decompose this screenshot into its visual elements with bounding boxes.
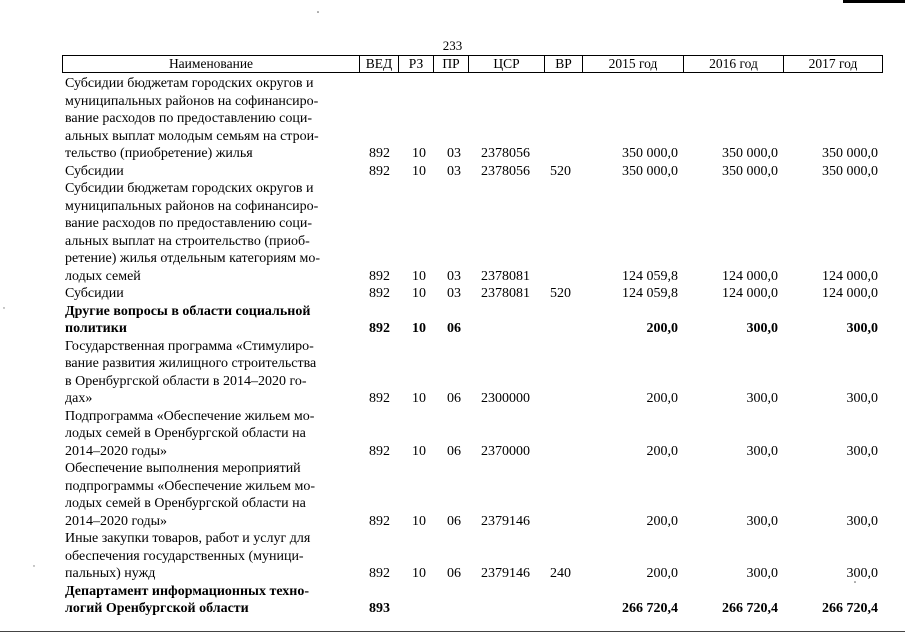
row-name-line: лодых семей в Оренбургской области на xyxy=(65,496,306,511)
cell-y2015: 200,0 xyxy=(646,443,678,459)
cell-y2015: 200,0 xyxy=(646,513,678,529)
cell-csr: 2378081 xyxy=(481,286,530,301)
row-name-line: Подпрограмма «Обеспечение жильем мо- xyxy=(65,408,315,424)
cell-pr: 03 xyxy=(447,268,461,284)
cell-csr: 2378056 xyxy=(481,163,530,179)
table-row xyxy=(0,75,905,163)
row-name-line: пальных) нужд xyxy=(65,566,156,581)
table-row xyxy=(0,338,905,408)
cell-y2016: 300,0 xyxy=(746,443,778,459)
cell-ved: 892 xyxy=(369,443,390,459)
cell-y2016: 124 000,0 xyxy=(722,286,778,301)
row-name xyxy=(65,338,365,408)
row-name xyxy=(65,163,365,181)
cell-y2015: 200,0 xyxy=(646,566,678,581)
cell-y2017: 350 000,0 xyxy=(822,163,878,179)
table-row xyxy=(0,583,905,618)
cell-rz: 10 xyxy=(412,391,426,406)
cell-y2017: 300,0 xyxy=(846,391,878,406)
cell-rz: 10 xyxy=(412,321,426,336)
cell-y2015: 350 000,0 xyxy=(622,146,678,161)
row-name-line: Субсидии xyxy=(65,163,124,179)
cell-vr: 240 xyxy=(550,566,571,581)
cell-y2016: 300,0 xyxy=(746,391,778,406)
row-name-line: 2014–2020 годы» xyxy=(65,443,168,459)
cell-y2016: 300,0 xyxy=(746,566,778,581)
cell-rz: 10 xyxy=(412,566,426,581)
cell-pr: 06 xyxy=(447,321,461,336)
row-name-line: Департамент информационных техно- xyxy=(65,583,309,599)
table-header xyxy=(62,55,883,73)
page-bottom-edge xyxy=(0,631,905,632)
row-name-line: альных выплат молодым семьям на строи- xyxy=(65,128,319,144)
cell-rz: 10 xyxy=(412,286,426,301)
cell-ved: 892 xyxy=(369,268,390,284)
cell-y2015: 200,0 xyxy=(646,391,678,406)
cell-y2016: 350 000,0 xyxy=(722,163,778,179)
cell-y2015: 350 000,0 xyxy=(622,163,678,179)
cell-vr: 520 xyxy=(550,163,571,179)
cell-csr: 2379146 xyxy=(481,566,530,581)
row-name-line: вание развития жилищного строительства xyxy=(65,356,317,371)
row-name xyxy=(65,460,365,530)
table-row xyxy=(0,285,905,303)
header-csr: ЦСР xyxy=(468,56,544,72)
header-vr: ВР xyxy=(544,56,582,72)
row-name-line: Обеспечение выполнения мероприятий xyxy=(65,461,301,476)
row-name-line: 2014–2020 годы» xyxy=(65,513,168,529)
table-row xyxy=(0,408,905,461)
cell-pr: 06 xyxy=(447,391,461,406)
cell-y2015: 124 059,8 xyxy=(622,286,678,301)
row-name xyxy=(65,75,365,163)
row-name-line: Субсидии бюджетам городских округов и xyxy=(65,76,314,91)
cell-y2016: 350 000,0 xyxy=(722,146,778,161)
table-row xyxy=(0,530,905,583)
header-name: Наименование xyxy=(62,56,359,72)
row-name-line: политики xyxy=(65,321,127,336)
row-name-line: тельство (приобретение) жилья xyxy=(65,146,253,161)
cell-pr: 06 xyxy=(447,566,461,581)
cell-ved: 893 xyxy=(369,601,390,616)
cell-ved: 892 xyxy=(369,286,390,301)
row-name-line: Государственная программа «Стимулиро- xyxy=(65,338,314,354)
row-name xyxy=(65,303,365,338)
cell-pr: 06 xyxy=(447,443,461,459)
table-row xyxy=(0,303,905,338)
cell-y2017: 300,0 xyxy=(846,566,878,581)
cell-y2017: 350 000,0 xyxy=(822,146,878,161)
row-name-line: муниципальных районов на софинансиро- xyxy=(65,198,319,214)
cell-ved: 892 xyxy=(369,513,390,529)
row-name-line: альных выплат на строительство (приоб- xyxy=(65,233,310,249)
row-name-line: Иные закупки товаров, работ и услуг для xyxy=(65,531,311,546)
cell-csr: 2379146 xyxy=(481,513,530,529)
cell-ved: 892 xyxy=(369,566,390,581)
cell-y2017: 300,0 xyxy=(846,513,878,529)
page-number: 233 xyxy=(442,38,463,53)
row-name-line: дах» xyxy=(65,391,93,406)
row-name xyxy=(65,285,365,303)
cell-y2016: 300,0 xyxy=(746,321,778,336)
header-pr: ПР xyxy=(433,56,468,72)
table-row xyxy=(0,163,905,181)
row-name-line: вание расходов по предоставлению соци- xyxy=(65,216,313,231)
cell-rz: 10 xyxy=(412,146,426,161)
cell-csr: 2300000 xyxy=(481,391,530,406)
cell-csr: 2370000 xyxy=(481,443,530,459)
header-2016: 2016 год xyxy=(683,56,783,72)
table-row xyxy=(0,460,905,530)
cell-y2017: 300,0 xyxy=(846,443,878,459)
cell-rz: 10 xyxy=(412,513,426,529)
cell-y2015: 124 059,8 xyxy=(622,268,678,284)
cell-ved: 892 xyxy=(369,321,390,336)
cell-rz: 10 xyxy=(412,443,426,459)
row-name-line: Другие вопросы в области социальной xyxy=(65,303,311,319)
row-name-line: Субсидии бюджетам городских округов и xyxy=(65,181,314,196)
cell-y2016: 124 000,0 xyxy=(722,268,778,284)
cell-ved: 892 xyxy=(369,163,390,179)
cell-y2017: 124 000,0 xyxy=(822,268,878,284)
header-2015: 2015 год xyxy=(582,56,683,72)
cell-csr: 2378056 xyxy=(481,146,530,161)
row-name-line: подпрограммы «Обеспечение жильем мо- xyxy=(65,478,316,494)
header-rz: РЗ xyxy=(398,56,433,72)
row-name-line: в Оренбургской области в 2014–2020 го- xyxy=(65,373,307,389)
row-name xyxy=(65,530,365,583)
row-name xyxy=(65,583,365,618)
cell-y2015: 266 720,4 xyxy=(622,601,678,616)
cell-pr: 03 xyxy=(447,146,461,161)
cell-y2016: 266 720,4 xyxy=(722,601,778,616)
cell-y2017: 266 720,4 xyxy=(822,601,878,616)
cell-y2015: 200,0 xyxy=(646,321,678,336)
row-name-line: ретение) жилья отдельным категориям мо- xyxy=(65,251,321,266)
cell-rz: 10 xyxy=(412,163,426,179)
row-name-line: лодых семей в Оренбургской области на xyxy=(65,426,306,441)
cell-vr: 520 xyxy=(550,286,571,301)
cell-rz: 10 xyxy=(412,268,426,284)
row-name-line: обеспечения государственных (муници- xyxy=(65,548,304,564)
cell-pr: 06 xyxy=(447,513,461,529)
cell-pr: 03 xyxy=(447,163,461,179)
cell-csr: 2378081 xyxy=(481,268,530,284)
row-name-line: Субсидии xyxy=(65,286,124,301)
header-ved: ВЕД xyxy=(359,56,398,72)
cell-y2017: 300,0 xyxy=(846,321,878,336)
row-name-line: логий Оренбургской области xyxy=(65,601,249,616)
row-name-line: муниципальных районов на софинансиро- xyxy=(65,93,319,109)
row-name-line: вание расходов по предоставлению соци- xyxy=(65,111,313,126)
cell-ved: 892 xyxy=(369,146,390,161)
cell-y2016: 300,0 xyxy=(746,513,778,529)
row-name xyxy=(65,180,365,285)
header-2017: 2017 год xyxy=(783,56,883,72)
row-name xyxy=(65,408,365,461)
cell-ved: 892 xyxy=(369,391,390,406)
cell-pr: 03 xyxy=(447,286,461,301)
row-name-line: лодых семей xyxy=(65,268,141,284)
cell-y2017: 124 000,0 xyxy=(822,286,878,301)
table-row xyxy=(0,180,905,285)
